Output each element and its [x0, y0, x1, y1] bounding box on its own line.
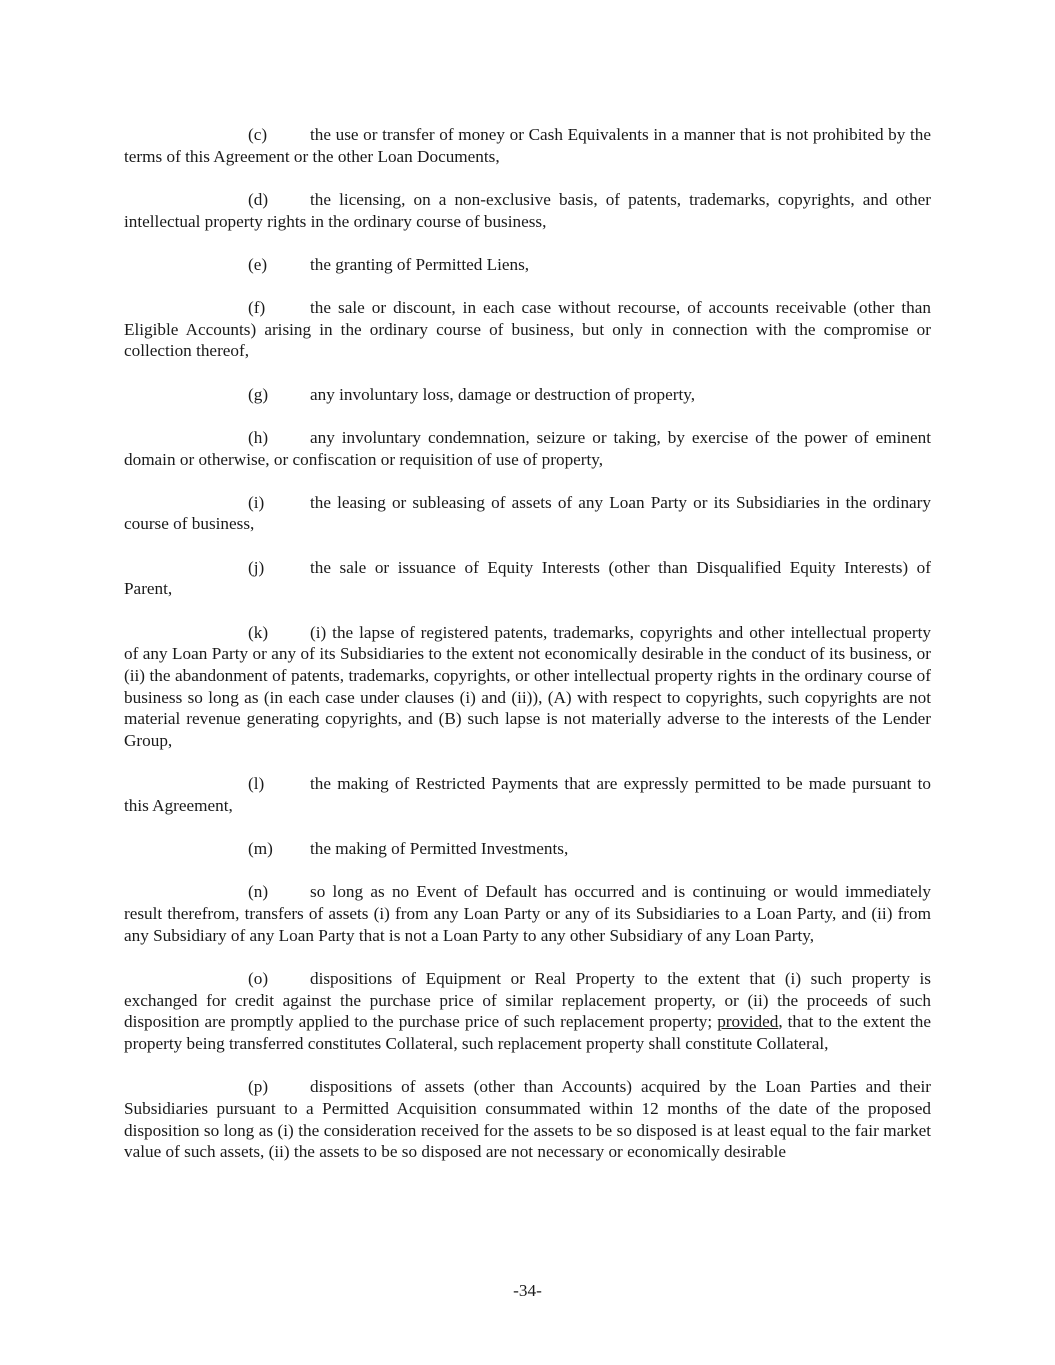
- clause-k: [124, 622, 931, 752]
- clause-i: [124, 492, 931, 535]
- clause-text: the use or transfer of money or Cash Equivalents in a manner that is not prohibited by the terms of this Agreement or the other Loan Documents,: [124, 125, 931, 166]
- clause-d: [124, 189, 931, 232]
- clause-label: (l): [248, 774, 265, 794]
- clause-label: (p): [248, 1077, 269, 1097]
- clause-g: [124, 384, 931, 406]
- clause-text: the leasing or subleasing of assets of any Loan Party or its Subsidiaries in the ordinary course of business,: [124, 492, 931, 534]
- clause-l: [124, 773, 931, 816]
- clause-label: (d): [248, 189, 269, 209]
- clause-j: [124, 557, 931, 600]
- clause-label: (m): [248, 839, 273, 859]
- clause-label: (c): [248, 125, 268, 144]
- clause-label: (i): [248, 492, 265, 512]
- clause-text: the licensing, on a non-exclusive basis, of patents, trademarks, copyrights, and other intellectual property rights in the ordinary course of business,: [124, 189, 931, 231]
- clause-label: (f): [248, 298, 266, 318]
- clause-text: dispositions of assets (other than Accounts) acquired by the Loan Parties and their Subsidiaries pursuant to a Permitted Acquisition consummated within 12 months of the date of the proposed disposition so long as (i) the consideration received for the assets to be so disposed is at least equal to the fair market value of such assets, (ii) the assets to be so disposed are not necessary or economically desirable: [124, 1077, 931, 1162]
- clause-label: (g): [248, 384, 269, 404]
- clause-label: (e): [248, 254, 268, 274]
- clause-label: (n): [248, 882, 269, 902]
- clause-text: the making of Permitted Investments,: [310, 839, 569, 859]
- clause-m: [124, 838, 931, 860]
- clause-label: (j): [248, 557, 265, 577]
- clause-label: (o): [248, 968, 269, 988]
- clause-text: any involuntary loss, damage or destruction of property,: [310, 384, 696, 404]
- clause-text: the granting of Permitted Liens,: [310, 254, 530, 274]
- clause-text: , that to the extent the property being transferred constitutes Collateral, such replacement property shall constitute Collateral,: [124, 1012, 931, 1054]
- clause-text: dispositions of Equipment or Real Property to the extent that (i) such property is exchanged for credit against the purchase price of similar replacement property, or (ii) the proceeds of such disposition are promptly applied to the purchase price of such replacement property;: [124, 968, 931, 1032]
- document-page: [124, 124, 931, 1185]
- clause-text: the sale or discount, in each case without recourse, of accounts receivable (other than Eligible Accounts) arising in the ordinary course of business, but only in connection with the compromise or collection thereof,: [124, 298, 931, 361]
- clause-text: the sale or issuance of Equity Interests (other than Disqualified Equity Interests) of Parent,: [124, 557, 931, 599]
- clause-c: [124, 124, 931, 167]
- page-number: -34-: [513, 1281, 542, 1300]
- clause-text: any involuntary condemnation, seizure or taking, by exercise of the power of eminent domain or otherwise, or confiscation or requisition of use of property,: [124, 427, 931, 469]
- clause-label: (k): [248, 622, 269, 642]
- clause-text: so long as no Event of Default has occurred and is continuing or would immediately result therefrom, transfers of assets (i) from any Loan Party or any of its Subsidiaries to a Loan Party, and (ii) from any Subsidiary of any Loan Party that is not a Loan Party to any other Subsidiary of any Loan Party,: [124, 882, 931, 945]
- clause-h: [124, 427, 931, 470]
- clause-n: [124, 881, 931, 946]
- clause-p: [124, 1076, 931, 1163]
- provided-term: provided: [717, 1012, 779, 1032]
- clause-e: [124, 254, 931, 276]
- clause-f: [124, 297, 931, 362]
- clause-text: the making of Restricted Payments that are expressly permitted to be made pursuant to this Agreement,: [124, 774, 931, 815]
- clause-text: (i) the lapse of registered patents, trademarks, copyrights and other intellectual property of any Loan Party or any of its Subsidiaries to the extent not economically desirable in the conduct of its business, or (ii) the abandonment of patents, trademarks, copyrights, or other intellectual property rights in the ordinary course of business so long as (in each case under clauses (i) and (ii)), (A) with respect to copyrights, such copyrights are not material revenue generating copyrights, and (B) such lapse is not materially adverse to the interests of the Lender Group,: [124, 622, 931, 751]
- clause-label: (h): [248, 427, 269, 447]
- clause-o: [124, 968, 931, 1055]
